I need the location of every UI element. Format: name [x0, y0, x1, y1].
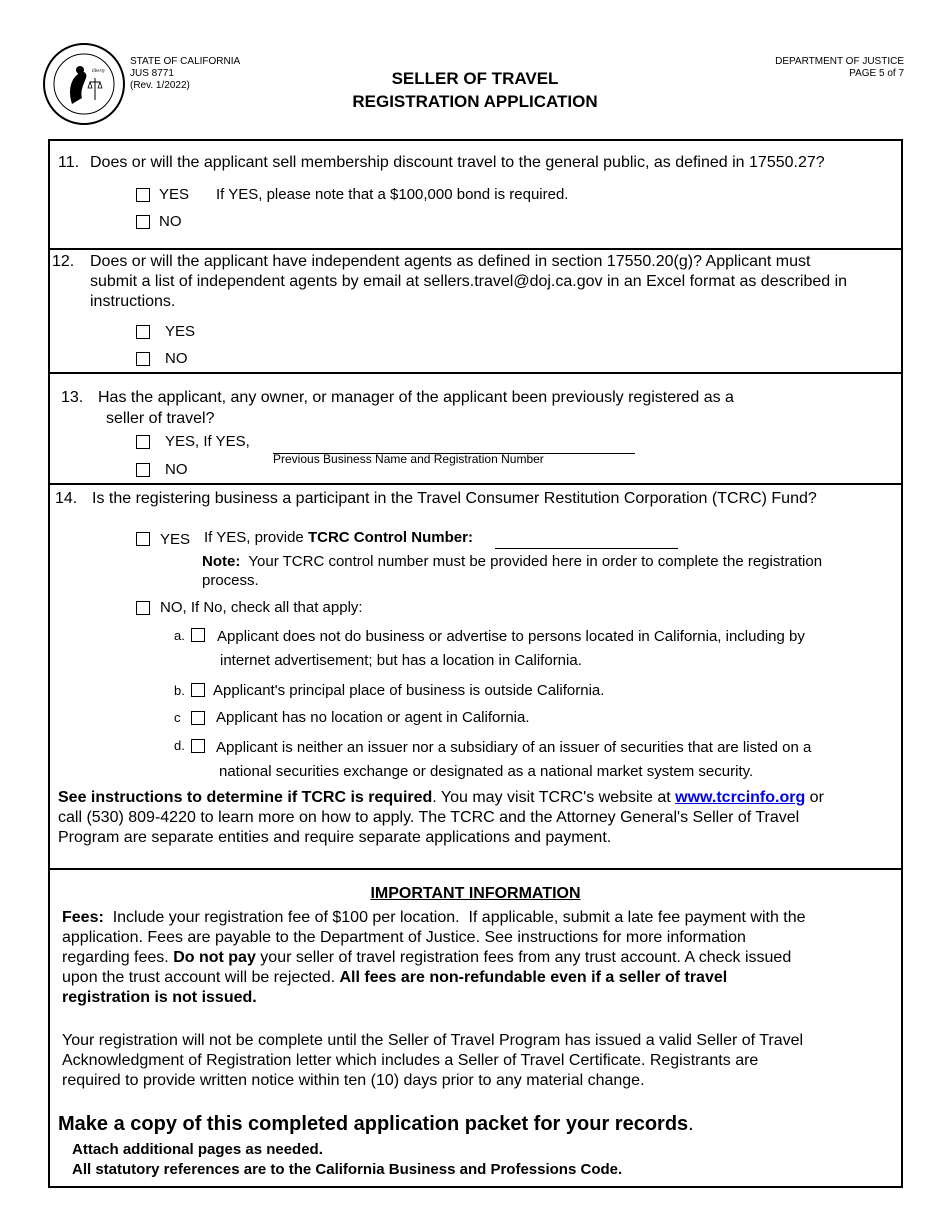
option-letter: d. — [174, 738, 185, 753]
attach-note: Attach additional pages as needed. — [72, 1141, 323, 1158]
copy-reminder — [58, 1111, 694, 1137]
divider — [48, 483, 903, 485]
q12-no-label: NO — [165, 350, 188, 367]
tcrc-instructions-line: call (530) 809-4220 to learn more on how to apply. The TCRC and the Attorney General's Seller of Travel — [58, 809, 800, 826]
option-c-checkbox[interactable] — [191, 711, 205, 725]
fees-text: application. Fees are payable to the Department of Justice. See instructions for more information — [62, 929, 746, 946]
note-label: Note: — [202, 553, 241, 570]
title-line: SELLER OF TRAVEL — [391, 69, 559, 88]
registration-paragraph — [62, 1031, 897, 1091]
q11-text: Does or will the applicant sell membership discount travel to the general public, as defined in 17550.27? — [90, 154, 825, 171]
fees-text: your seller of travel registration fees from any trust account. A check issued — [255, 949, 792, 966]
q13-number: 13. — [61, 389, 84, 406]
option-c-text: Applicant has no location or agent in California. — [216, 709, 530, 726]
tcrc-instructions-text: . You may visit TCRC's website at — [432, 789, 676, 806]
tcrc-instructions-bold: See instructions to determine if TCRC is required — [58, 789, 433, 806]
svg-text:liberty: liberty — [92, 69, 106, 74]
q12-line: submit a list of independent agents by email at sellers.travel@doj.ca.gov in an Excel format as described in — [90, 273, 848, 290]
option-letter: b. — [174, 683, 185, 698]
divider — [48, 248, 903, 250]
divider — [48, 868, 903, 870]
option-d-checkbox[interactable] — [191, 739, 205, 753]
q13-yes-label: YES, If YES, — [165, 433, 250, 450]
q14-number: 14. — [55, 490, 78, 507]
option-line: internet advertisement; but has a location in California. — [220, 652, 582, 669]
q11-yes-label: YES — [159, 186, 190, 203]
option-b-checkbox[interactable] — [191, 683, 205, 697]
dept-name: DEPARTMENT OF JUSTICE — [775, 56, 904, 67]
q11-no-checkbox[interactable] — [136, 215, 150, 229]
tcrc-website-link[interactable]: www.tcrcinfo.org — [675, 789, 806, 806]
note-line: Your TCRC control number must be provided here in order to complete the registration — [248, 553, 823, 570]
q11-yes-note: If YES, please note that a $100,000 bond is required. — [216, 186, 569, 203]
tcrc-control-number-input[interactable] — [495, 532, 678, 549]
option-letter: c — [174, 710, 181, 725]
page-title — [250, 67, 700, 113]
copy-reminder-text: Make a copy of this completed application packet for your records — [58, 1113, 689, 1135]
dept-block — [704, 56, 904, 80]
fees-paragraph — [62, 908, 897, 1008]
fees-text: regarding fees. — [62, 949, 174, 966]
option-d-text — [216, 736, 876, 784]
q11-yes-checkbox[interactable] — [136, 188, 150, 202]
fees-bold: registration is not issued. — [62, 989, 257, 1006]
option-line: Applicant does not do business or advertise to persons located in California, including by — [217, 628, 805, 645]
q12-line: Does or will the applicant have independent agents as defined in section 17550.20(g)? Applicant must — [90, 253, 811, 270]
registration-line: Acknowledgment of Registration letter which includes a Seller of Travel Certificate. Registrants are — [62, 1052, 759, 1069]
tcrc-instructions-text: or — [805, 789, 824, 806]
q12-text — [90, 252, 902, 312]
q13-no-checkbox[interactable] — [136, 463, 150, 477]
tcrc-instructions-line: Program are separate entities and require separate applications and payment. — [58, 829, 612, 846]
q11-number: 11. — [58, 154, 80, 171]
q12-yes-label: YES — [165, 323, 196, 340]
fees-bold: Do not pay — [173, 949, 256, 966]
page-number: PAGE 5 of 7 — [849, 68, 904, 79]
title-line: REGISTRATION APPLICATION — [352, 92, 598, 111]
statutory-note: All statutory references are to the California Business and Professions Code. — [72, 1161, 623, 1178]
copy-reminder-end: . — [688, 1113, 694, 1135]
q13-no-label: NO — [165, 461, 188, 478]
option-line: national securities exchange or designated as a national market system security. — [219, 763, 754, 780]
q12-no-checkbox[interactable] — [136, 352, 150, 366]
q11-no-label: NO — [159, 213, 182, 230]
q13-line1: Has the applicant, any owner, or manager of the applicant been previously registered as a — [98, 389, 734, 406]
q12-number: 12. — [52, 253, 75, 270]
important-heading: IMPORTANT INFORMATION — [370, 885, 581, 902]
q14-yes-label: YES — [160, 531, 191, 548]
previous-business-label: Previous Business Name and Registration Number — [273, 452, 544, 466]
tcrc-prompt — [204, 528, 473, 547]
fees-text: upon the trust account will be rejected. — [62, 969, 340, 986]
q12-yes-checkbox[interactable] — [136, 325, 150, 339]
q13-yes-checkbox[interactable] — [136, 435, 150, 449]
option-letter: a. — [174, 628, 185, 643]
q14-no-label: NO, If No, check all that apply: — [160, 599, 363, 616]
agency-block — [130, 56, 260, 92]
note-line: process. — [202, 572, 259, 589]
q14-yes-checkbox[interactable] — [136, 532, 150, 546]
registration-line: required to provide written notice within ten (10) days prior to any material change. — [62, 1072, 645, 1089]
q13-line2: seller of travel? — [106, 410, 215, 427]
q12-line: instructions. — [90, 293, 176, 310]
state-seal — [42, 42, 126, 126]
registration-line: Your registration will not be complete until the Seller of Travel Program has issued a valid Seller of Travel — [62, 1032, 804, 1049]
tcrc-note — [202, 552, 882, 590]
option-b-text: Applicant's principal place of business is outside California. — [213, 682, 605, 699]
tcrc-prompt-bold: TCRC Control Number: — [307, 529, 473, 546]
fees-label: Fees: — [62, 909, 104, 926]
agency-line: STATE OF CALIFORNIA — [130, 56, 241, 67]
fees-bold: All fees are non-refundable even if a seller of travel — [339, 969, 728, 986]
tcrc-prompt-text: If YES, provide — [204, 529, 304, 546]
agency-line: JUS 8771 — [130, 68, 174, 79]
q14-text: Is the registering business a participant in the Travel Consumer Restitution Corporation (TCRC) Fund? — [92, 490, 817, 507]
agency-line: (Rev. 1/2022) — [130, 80, 190, 91]
tcrc-instructions — [58, 788, 900, 848]
option-a-text — [217, 625, 877, 673]
option-line: Applicant is neither an issuer nor a subsidiary of an issuer of securities that are listed on a — [216, 739, 812, 756]
fees-text: Include your registration fee of $100 per location. If applicable, submit a late fee payment with the — [103, 909, 806, 926]
option-a-checkbox[interactable] — [191, 628, 205, 642]
divider — [48, 372, 903, 374]
q14-no-checkbox[interactable] — [136, 601, 150, 615]
